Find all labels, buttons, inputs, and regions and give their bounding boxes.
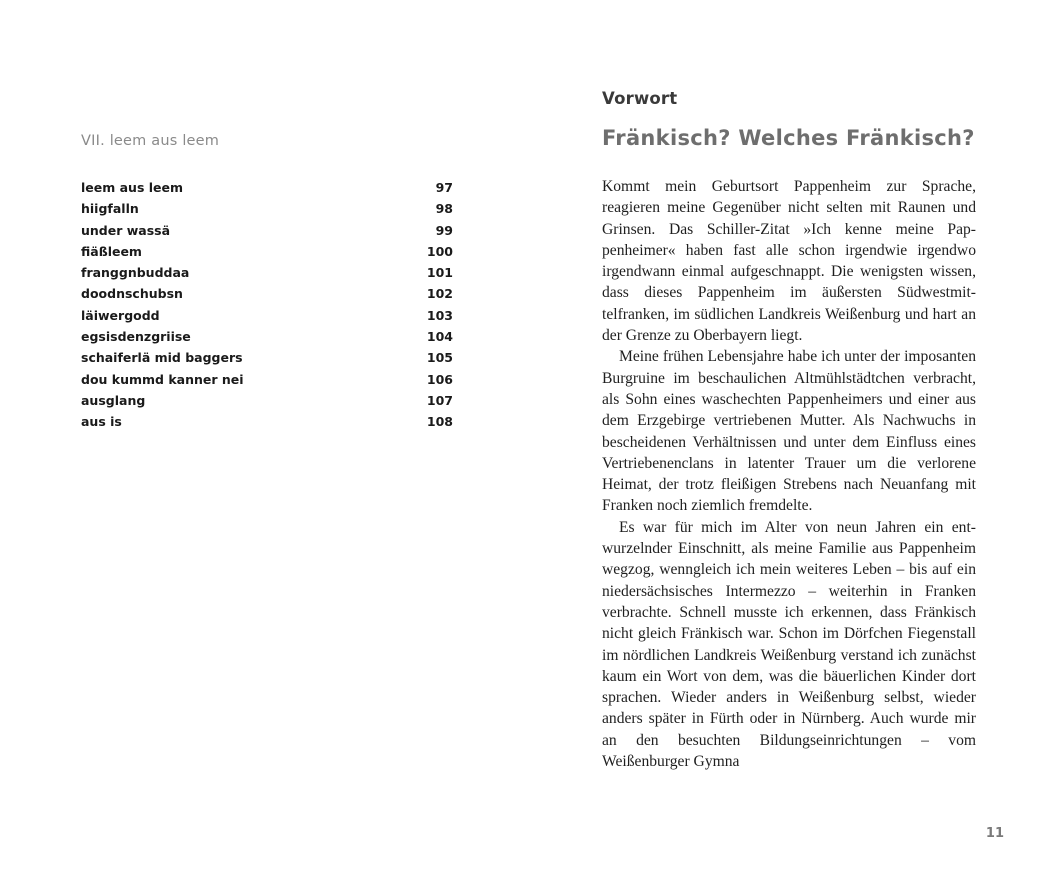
table-of-contents: [81, 177, 453, 433]
toc-entry[interactable]: [81, 220, 453, 241]
toc-entry-page: 100: [426, 243, 453, 259]
toc-entry-title: ausglang: [81, 392, 146, 408]
toc-entry-title: aus is: [81, 414, 122, 430]
toc-section-heading: VII. leem aus leem: [81, 133, 220, 149]
toc-entry-page: 104: [426, 329, 453, 345]
toc-entry-page: 107: [426, 392, 453, 408]
toc-entry-title: doodnschubsn: [81, 286, 183, 302]
toc-entry-page: 102: [426, 286, 453, 302]
toc-entry[interactable]: [81, 241, 453, 262]
toc-entry[interactable]: [81, 369, 453, 390]
toc-entry-page: 103: [426, 307, 453, 323]
toc-entry-title: franggnbuddaa: [81, 265, 190, 281]
page-number: 11: [985, 826, 1004, 841]
toc-entry-title: leem aus leem: [81, 180, 184, 195]
paragraph: Es war für mich im Alter von neun Jahren ein entwurzelnder Einschnitt, als meine Familie aus Pappenheim wegzog, wenngleich ich mein weiteres Leben – bis auf ein niedersächsisches Intermezzo – weiterhin in Franken verbrachte. Schnell musste ich erkennen, dass Fränkisch nicht gleich Fränkisch war. Schon im Dörfchen Fiegenstall im nördlichen Landkreis Weißenburg verstand ich zunächst kaum ein Wort von dem, was die bäuerlichen Kinder dort sprachen. Wieder anders in Weißenburg selbst, wieder anders später in Fürth oder in Nürnberg. Auch wurde mir an den besuchten Bildungseinrichtungen – vom Weißenburger Gymna: [602, 518, 976, 771]
toc-entry-title: fiäßleem: [81, 243, 142, 259]
left-page: [0, 0, 527, 869]
chapter-label: Vorwort: [602, 89, 678, 108]
toc-entry[interactable]: [81, 347, 453, 368]
toc-entry[interactable]: [81, 411, 453, 432]
toc-entry-title: egsisdenzgriise: [81, 329, 191, 345]
toc-entry-title: läiwergodd: [81, 307, 160, 323]
toc-entry-title: dou kummd kanner nei: [81, 371, 244, 387]
toc-entry-page: 106: [426, 371, 453, 387]
toc-entry[interactable]: [81, 198, 453, 219]
toc-entry[interactable]: [81, 390, 453, 411]
toc-entry-page: 99: [435, 222, 453, 238]
toc-entry-page: 98: [435, 201, 453, 217]
toc-entry-title: under wassä: [81, 222, 171, 238]
chapter-title: Fränkisch? Welches Fränkisch?: [602, 126, 975, 150]
toc-entry[interactable]: [81, 326, 453, 347]
paragraph: Meine frühen Lebensjahre habe ich unter der imposanten Burgruine im beschaulichen Altmühlstädtchen verbracht, als Sohn eines waschechten Pappenheimers und einer aus dem Erzgebirge vertriebenen Mutter. Als Nachwuchs in bescheidenen Verhältnissen und unter dem Einfluss eines Vertriebenenclans in latenter Trauer um die verlorene Heimat, der trotz fleißigen Strebens nach Neuanfang mit Franken noch ziemlich fremdelte.: [602, 348, 976, 515]
toc-entry-title: schaiferlä mid baggers: [81, 350, 243, 366]
toc-entry[interactable]: [81, 262, 453, 283]
toc-entry-page: 97: [435, 180, 453, 195]
toc-entry-page: 105: [426, 350, 453, 366]
paragraph: Kommt mein Geburtsort Pappenheim zur Sprache, reagieren meine Gegenüber nicht selten mit Raunen und Grinsen. Das Schiller-Zitat »Ich kenne meine Pappenheimer« haben fast alle schon irgendwie irgendwo irgendwann einmal aufgeschnappt. Die wenigsten wissen, dass dieses Pappenheim im äußersten Südwestmittelfranken, im südlichen Landkreis Weißenburg und hart an der Grenze zu Oberbayern liegt.: [602, 178, 976, 345]
body-text: [602, 176, 976, 772]
right-page: [527, 0, 1055, 869]
toc-entry[interactable]: [81, 283, 453, 304]
toc-entry-page: 108: [426, 414, 453, 430]
toc-entry-title: hiigfalln: [81, 201, 139, 217]
toc-entry[interactable]: [81, 177, 453, 198]
toc-entry[interactable]: [81, 305, 453, 326]
toc-entry-page: 101: [426, 265, 453, 281]
